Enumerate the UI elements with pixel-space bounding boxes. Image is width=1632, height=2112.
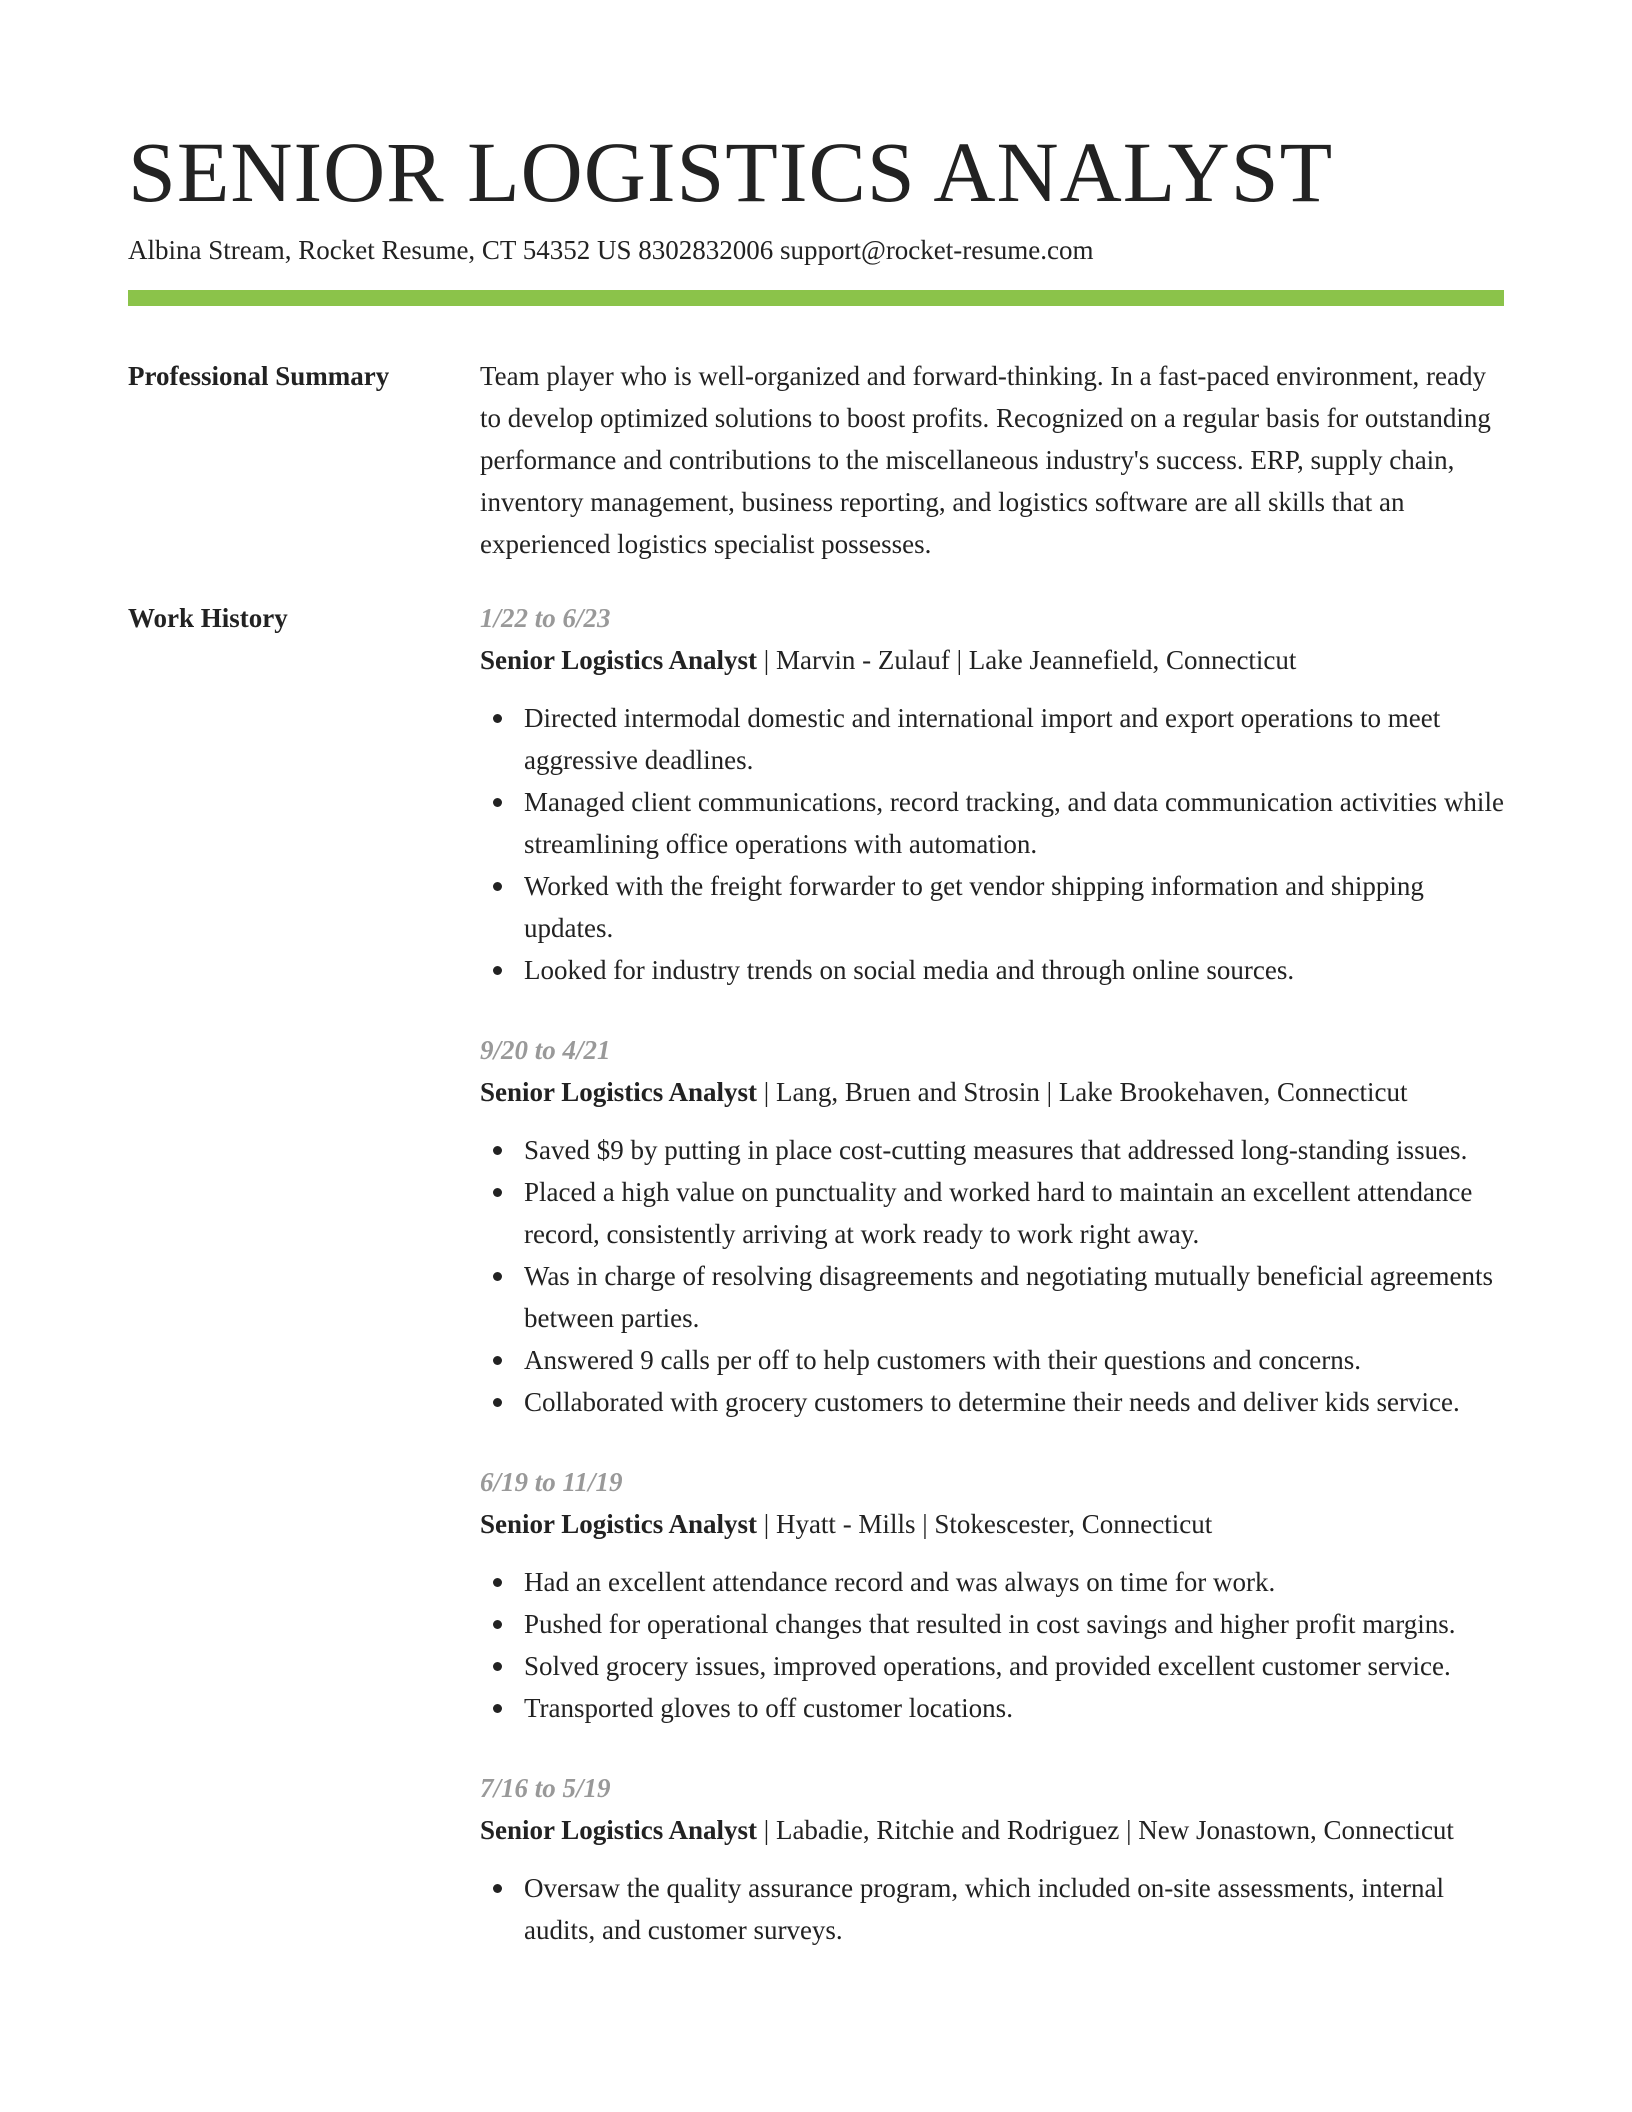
professional-summary-section bbox=[128, 355, 1504, 565]
bullet-icon bbox=[493, 1662, 502, 1671]
job-entry bbox=[480, 1767, 1504, 1951]
bullet-icon bbox=[493, 1398, 502, 1407]
job-bullet-list bbox=[480, 697, 1504, 991]
section-label-summary: Professional Summary bbox=[128, 361, 390, 391]
job-title: Senior Logistics Analyst bbox=[480, 1077, 758, 1107]
job-heading bbox=[480, 1503, 1504, 1545]
list-item bbox=[480, 697, 1504, 781]
bullet-text: Collaborated with grocery customers to determine their needs and deliver kids service. bbox=[524, 1387, 1460, 1417]
resume-title: SENIOR LOGISTICS ANALYST bbox=[128, 124, 1334, 220]
list-item bbox=[480, 1129, 1504, 1171]
bullet-text: Oversaw the quality assurance program, which included on-site assessments, internal audits, and customer surveys. bbox=[524, 1873, 1444, 1945]
list-item bbox=[480, 1255, 1504, 1339]
contact-info: Albina Stream, Rocket Resume, CT 54352 US 8302832006 support@rocket-resume.com bbox=[128, 235, 1094, 265]
work-history-section bbox=[128, 597, 1504, 1989]
bullet-text: Directed intermodal domestic and international import and export operations to meet aggressive deadlines. bbox=[524, 703, 1441, 775]
list-item bbox=[480, 1645, 1504, 1687]
job-heading bbox=[480, 1809, 1504, 1851]
accent-divider bbox=[128, 290, 1504, 306]
job-dates: 1/22 to 6/23 bbox=[480, 603, 611, 633]
job-employer-location: | Marvin - Zulauf | Lake Jeannefield, Connecticut bbox=[757, 645, 1297, 675]
summary-text: Team player who is well-organized and forward-thinking. In a fast-paced environment, ready to develop optimized solutions to boost profits. Recognized on a regular basis for outstanding performance and contributions to the miscellaneous industry's success. ERP, supply chain, inventory management, business reporting, and logistics software are all skills that an experienced logistics specialist possesses. bbox=[480, 361, 1491, 559]
section-label-work: Work History bbox=[128, 603, 288, 633]
work-history-list bbox=[480, 597, 1504, 1989]
job-title: Senior Logistics Analyst bbox=[480, 1509, 758, 1539]
bullet-text: Pushed for operational changes that resulted in cost savings and higher profit margins. bbox=[524, 1609, 1456, 1639]
bullet-text: Had an excellent attendance record and was always on time for work. bbox=[524, 1567, 1276, 1597]
resume-page bbox=[128, 122, 1504, 1989]
job-entry bbox=[480, 1461, 1504, 1729]
job-heading bbox=[480, 1071, 1504, 1113]
bullet-icon bbox=[493, 1356, 502, 1365]
job-title: Senior Logistics Analyst bbox=[480, 645, 758, 675]
bullet-icon bbox=[493, 1188, 502, 1197]
job-title: Senior Logistics Analyst bbox=[480, 1815, 758, 1845]
list-item bbox=[480, 1561, 1504, 1603]
bullet-text: Managed client communications, record tracking, and data communication activities while streamlining office operations with automation. bbox=[524, 787, 1504, 859]
list-item bbox=[480, 1381, 1504, 1423]
list-item bbox=[480, 949, 1504, 991]
job-dates: 9/20 to 4/21 bbox=[480, 1035, 611, 1065]
job-employer-location: | Lang, Bruen and Strosin | Lake Brookehaven, Connecticut bbox=[757, 1077, 1408, 1107]
bullet-icon bbox=[493, 1620, 502, 1629]
bullet-text: Worked with the freight forwarder to get vendor shipping information and shipping updates. bbox=[524, 871, 1424, 943]
list-item bbox=[480, 1171, 1504, 1255]
bullet-icon bbox=[493, 882, 502, 891]
job-bullet-list bbox=[480, 1561, 1504, 1729]
bullet-text: Solved grocery issues, improved operations, and provided excellent customer service. bbox=[524, 1651, 1451, 1681]
bullet-icon bbox=[493, 714, 502, 723]
bullet-icon bbox=[493, 1704, 502, 1713]
bullet-text: Placed a high value on punctuality and worked hard to maintain an excellent attendance record, consistently arriving at work ready to work right away. bbox=[524, 1177, 1473, 1249]
bullet-icon bbox=[493, 966, 502, 975]
bullet-text: Answered 9 calls per off to help customers with their questions and concerns. bbox=[524, 1345, 1362, 1375]
list-item bbox=[480, 1339, 1504, 1381]
bullet-text: Was in charge of resolving disagreements and negotiating mutually beneficial agreements between parties. bbox=[524, 1261, 1494, 1333]
list-item bbox=[480, 1867, 1504, 1951]
list-item bbox=[480, 1603, 1504, 1645]
job-dates: 6/19 to 11/19 bbox=[480, 1467, 623, 1497]
job-bullet-list bbox=[480, 1867, 1504, 1951]
list-item bbox=[480, 781, 1504, 865]
bullet-icon bbox=[493, 1884, 502, 1893]
list-item bbox=[480, 1687, 1504, 1729]
bullet-text: Saved $9 by putting in place cost-cutting measures that addressed long-standing issues. bbox=[524, 1135, 1468, 1165]
job-entry bbox=[480, 597, 1504, 991]
job-bullet-list bbox=[480, 1129, 1504, 1423]
bullet-icon bbox=[493, 798, 502, 807]
bullet-icon bbox=[493, 1272, 502, 1281]
bullet-icon bbox=[493, 1578, 502, 1587]
list-item bbox=[480, 865, 1504, 949]
job-heading bbox=[480, 639, 1504, 681]
job-employer-location: | Labadie, Ritchie and Rodriguez | New Jonastown, Connecticut bbox=[757, 1815, 1454, 1845]
bullet-text: Transported gloves to off customer locations. bbox=[524, 1693, 1013, 1723]
bullet-icon bbox=[493, 1146, 502, 1155]
job-employer-location: | Hyatt - Mills | Stokescester, Connecticut bbox=[757, 1509, 1213, 1539]
job-dates: 7/16 to 5/19 bbox=[480, 1773, 611, 1803]
job-entry bbox=[480, 1029, 1504, 1423]
bullet-text: Looked for industry trends on social media and through online sources. bbox=[524, 955, 1295, 985]
